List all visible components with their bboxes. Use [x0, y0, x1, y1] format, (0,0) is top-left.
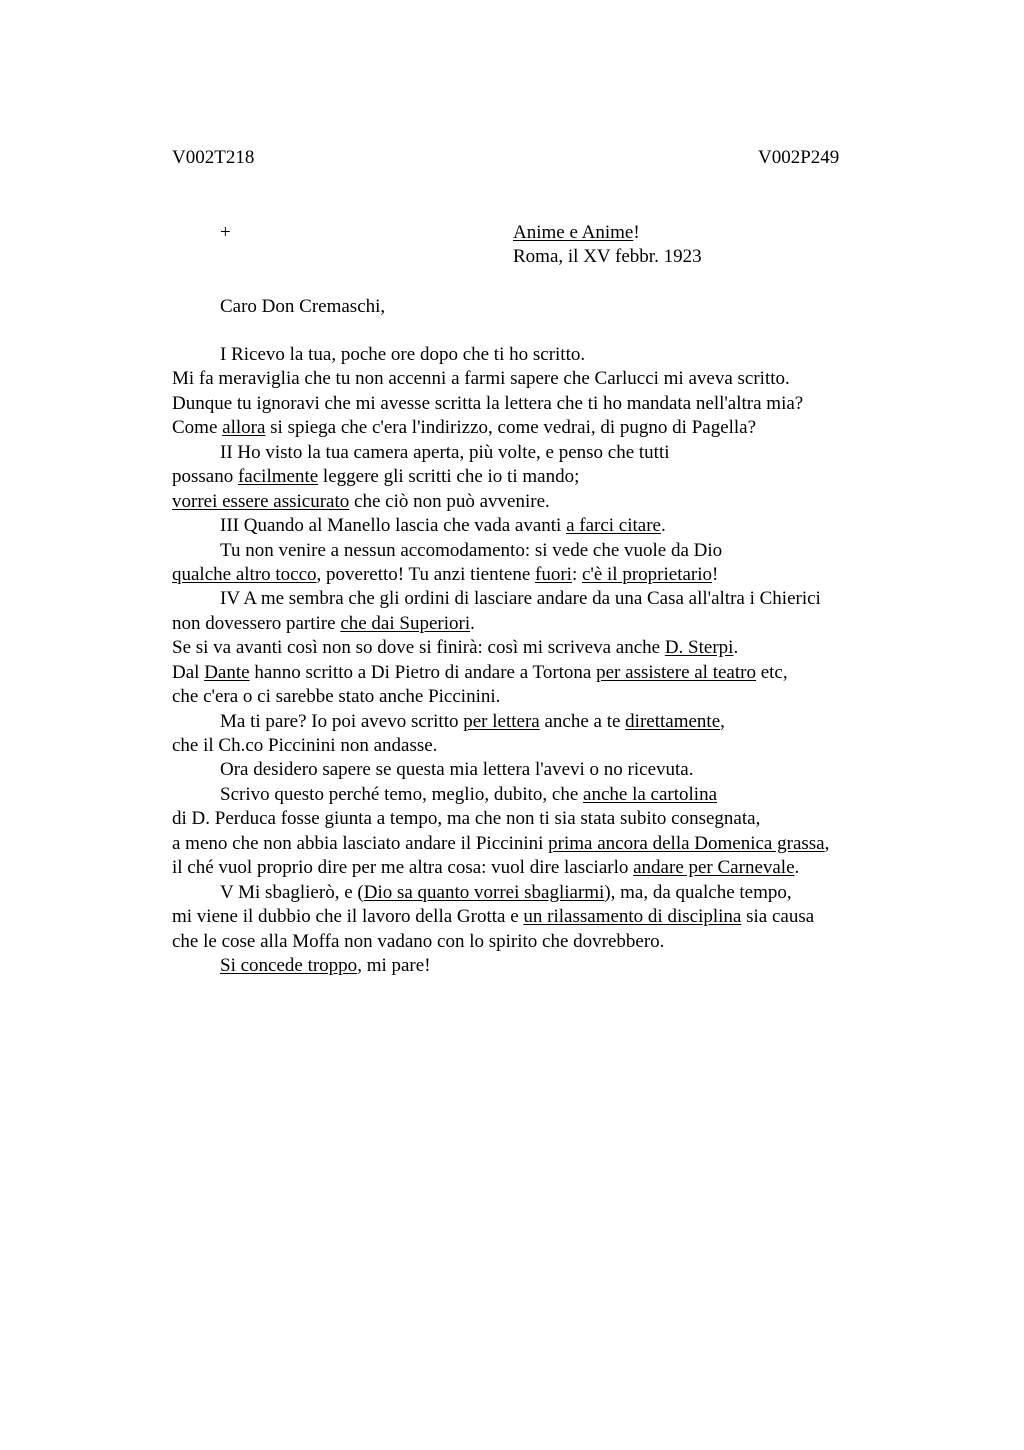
line-text: V Mi sbaglierò, e (	[220, 881, 364, 903]
underlined-text: prima ancora della Domenica grassa	[548, 832, 825, 854]
underlined-text: D. Sterpi	[664, 637, 734, 659]
heading-exclamation: !	[633, 222, 640, 243]
underlined-text: facilmente	[237, 466, 319, 488]
letter-line	[172, 832, 972, 856]
document-code-left: V002T218	[172, 147, 255, 168]
letter-line	[172, 758, 972, 782]
letter-heading	[513, 221, 702, 269]
underlined-text: Dio sa quanto vorrei sbagliarmi	[363, 881, 605, 903]
letter-date: Roma, il XV febbr. 1923	[513, 246, 702, 267]
line-text: di D. Perduca fosse giunta a tempo, ma che non ti sia stata subito consegnata,	[172, 808, 761, 830]
line-text: Scrivo questo perché temo, meglio, dubito, che	[220, 783, 584, 805]
letter-body	[172, 343, 972, 978]
underlined-text: un rilassamento di disciplina	[523, 906, 742, 928]
underlined-text: Si concede troppo	[220, 954, 358, 976]
document-code-right: V002P249	[758, 147, 840, 168]
line-text: Mi fa meraviglia che tu non accenni a farmi sapere che Carlucci mi aveva scritto.	[172, 368, 790, 390]
underlined-text: a farci citare	[566, 515, 661, 537]
underlined-text: qualche altro tocco	[172, 563, 317, 585]
line-text: non dovessero partire	[172, 612, 341, 634]
underlined-text: andare per Carnevale	[633, 857, 795, 879]
line-text: che il Ch.co Piccinini non andasse.	[172, 735, 438, 756]
letter-line	[172, 710, 972, 734]
line-text: Dal	[172, 661, 205, 683]
letter-line	[172, 441, 972, 465]
line-text: anche a te	[539, 710, 626, 732]
cross-mark: +	[220, 222, 231, 243]
line-text: Se si va avanti così non so dove si finirà: così mi scriveva anche	[172, 637, 665, 659]
line-text: che ciò non può avvenire.	[349, 490, 550, 512]
underlined-text: direttamente	[625, 710, 721, 732]
line-text: a meno che non abbia lasciato andare il Piccinini	[172, 832, 549, 854]
line-text: .	[794, 857, 800, 879]
line-text: .	[661, 515, 666, 537]
letter-line	[172, 807, 972, 831]
line-text: leggere gli scritti che io ti mando;	[318, 466, 580, 488]
line-text: possano	[172, 466, 238, 488]
line-text: , poveretto! Tu anzi tientene	[316, 563, 536, 585]
letter-line	[172, 881, 972, 905]
line-text: ,	[824, 832, 830, 854]
line-text: :	[571, 563, 582, 585]
letter-line	[172, 367, 972, 391]
underlined-text: anche la cartolina	[583, 783, 718, 805]
letter-line	[172, 685, 972, 709]
line-text: IV A me sembra che gli ordini di lasciare andare da una Casa all'altra i Chierici	[220, 588, 821, 610]
underlined-text: fuori	[535, 563, 572, 585]
letter-line	[172, 930, 972, 954]
line-text: Ma ti pare? Io poi avevo scritto	[220, 710, 464, 732]
line-text: .	[733, 637, 739, 659]
line-text: II Ho visto la tua camera aperta, più volte, e penso che tutti	[220, 441, 670, 463]
underlined-text: vorrei essere assicurato	[172, 490, 350, 512]
line-text: etc,	[755, 661, 788, 683]
letter-line	[172, 514, 972, 538]
letter-line	[172, 587, 972, 611]
line-text: ), ma, da qualche tempo,	[604, 881, 792, 903]
line-text: hanno scritto a Di Pietro di andare a Tortona	[249, 661, 597, 683]
letter-line	[172, 856, 972, 880]
letter-line	[172, 563, 972, 587]
underlined-text: che dai Superiori	[340, 612, 471, 634]
letter-line	[172, 661, 972, 685]
letter-line	[172, 905, 972, 929]
letter-line	[172, 416, 972, 440]
line-text: Come	[172, 417, 223, 439]
salutation: Caro Don Cremaschi,	[220, 296, 386, 317]
line-text: sia causa	[741, 906, 815, 928]
letter-line	[172, 465, 972, 489]
letter-line	[172, 490, 972, 514]
underlined-text: per assistere al teatro	[596, 661, 756, 683]
underlined-text: allora	[222, 417, 266, 439]
letter-line	[172, 539, 972, 563]
line-text: che c'era o ci sarebbe stato anche Piccinini.	[172, 686, 501, 708]
letter-line	[172, 612, 972, 636]
letter-line	[172, 734, 972, 758]
underlined-text: Dante	[204, 661, 250, 683]
letter-line	[172, 392, 972, 416]
line-text: Dunque tu ignoravi che mi avesse scritta la lettera che ti ho mandata nell'altra mia?	[172, 392, 804, 414]
heading-title: Anime e Anime	[513, 222, 634, 243]
line-text: .	[470, 612, 475, 634]
line-text: si spiega che c'era l'indirizzo, come vedrai, di pugno di Pagella?	[265, 417, 757, 439]
line-text: !	[712, 563, 719, 585]
line-text: che le cose alla Moffa non vadano con lo spirito che dovrebbero.	[172, 930, 665, 952]
line-text: mi viene il dubbio che il lavoro della Grotta e	[172, 906, 524, 928]
underlined-text: per lettera	[463, 710, 540, 732]
line-text: Ora desidero sapere se questa mia lettera l'avevi o no ricevuta.	[220, 759, 694, 781]
letter-line	[172, 954, 972, 978]
letter-line	[172, 343, 972, 367]
line-text: III Quando al Manello lascia che vada avanti	[220, 515, 567, 537]
line-text: ,	[720, 710, 725, 732]
line-text: I Ricevo la tua, poche ore dopo che ti ho scritto.	[220, 344, 586, 365]
letter-line	[172, 636, 972, 660]
heading-line	[513, 221, 702, 245]
line-text: Tu non venire a nessun accomodamento: si vede che vuole da Dio	[220, 539, 723, 561]
line-text: il ché vuol proprio dire per me altra cosa: vuol dire lasciarlo	[172, 857, 634, 879]
letter-line	[172, 783, 972, 807]
line-text: , mi pare!	[357, 954, 431, 976]
underlined-text: c'è il proprietario	[581, 563, 713, 585]
